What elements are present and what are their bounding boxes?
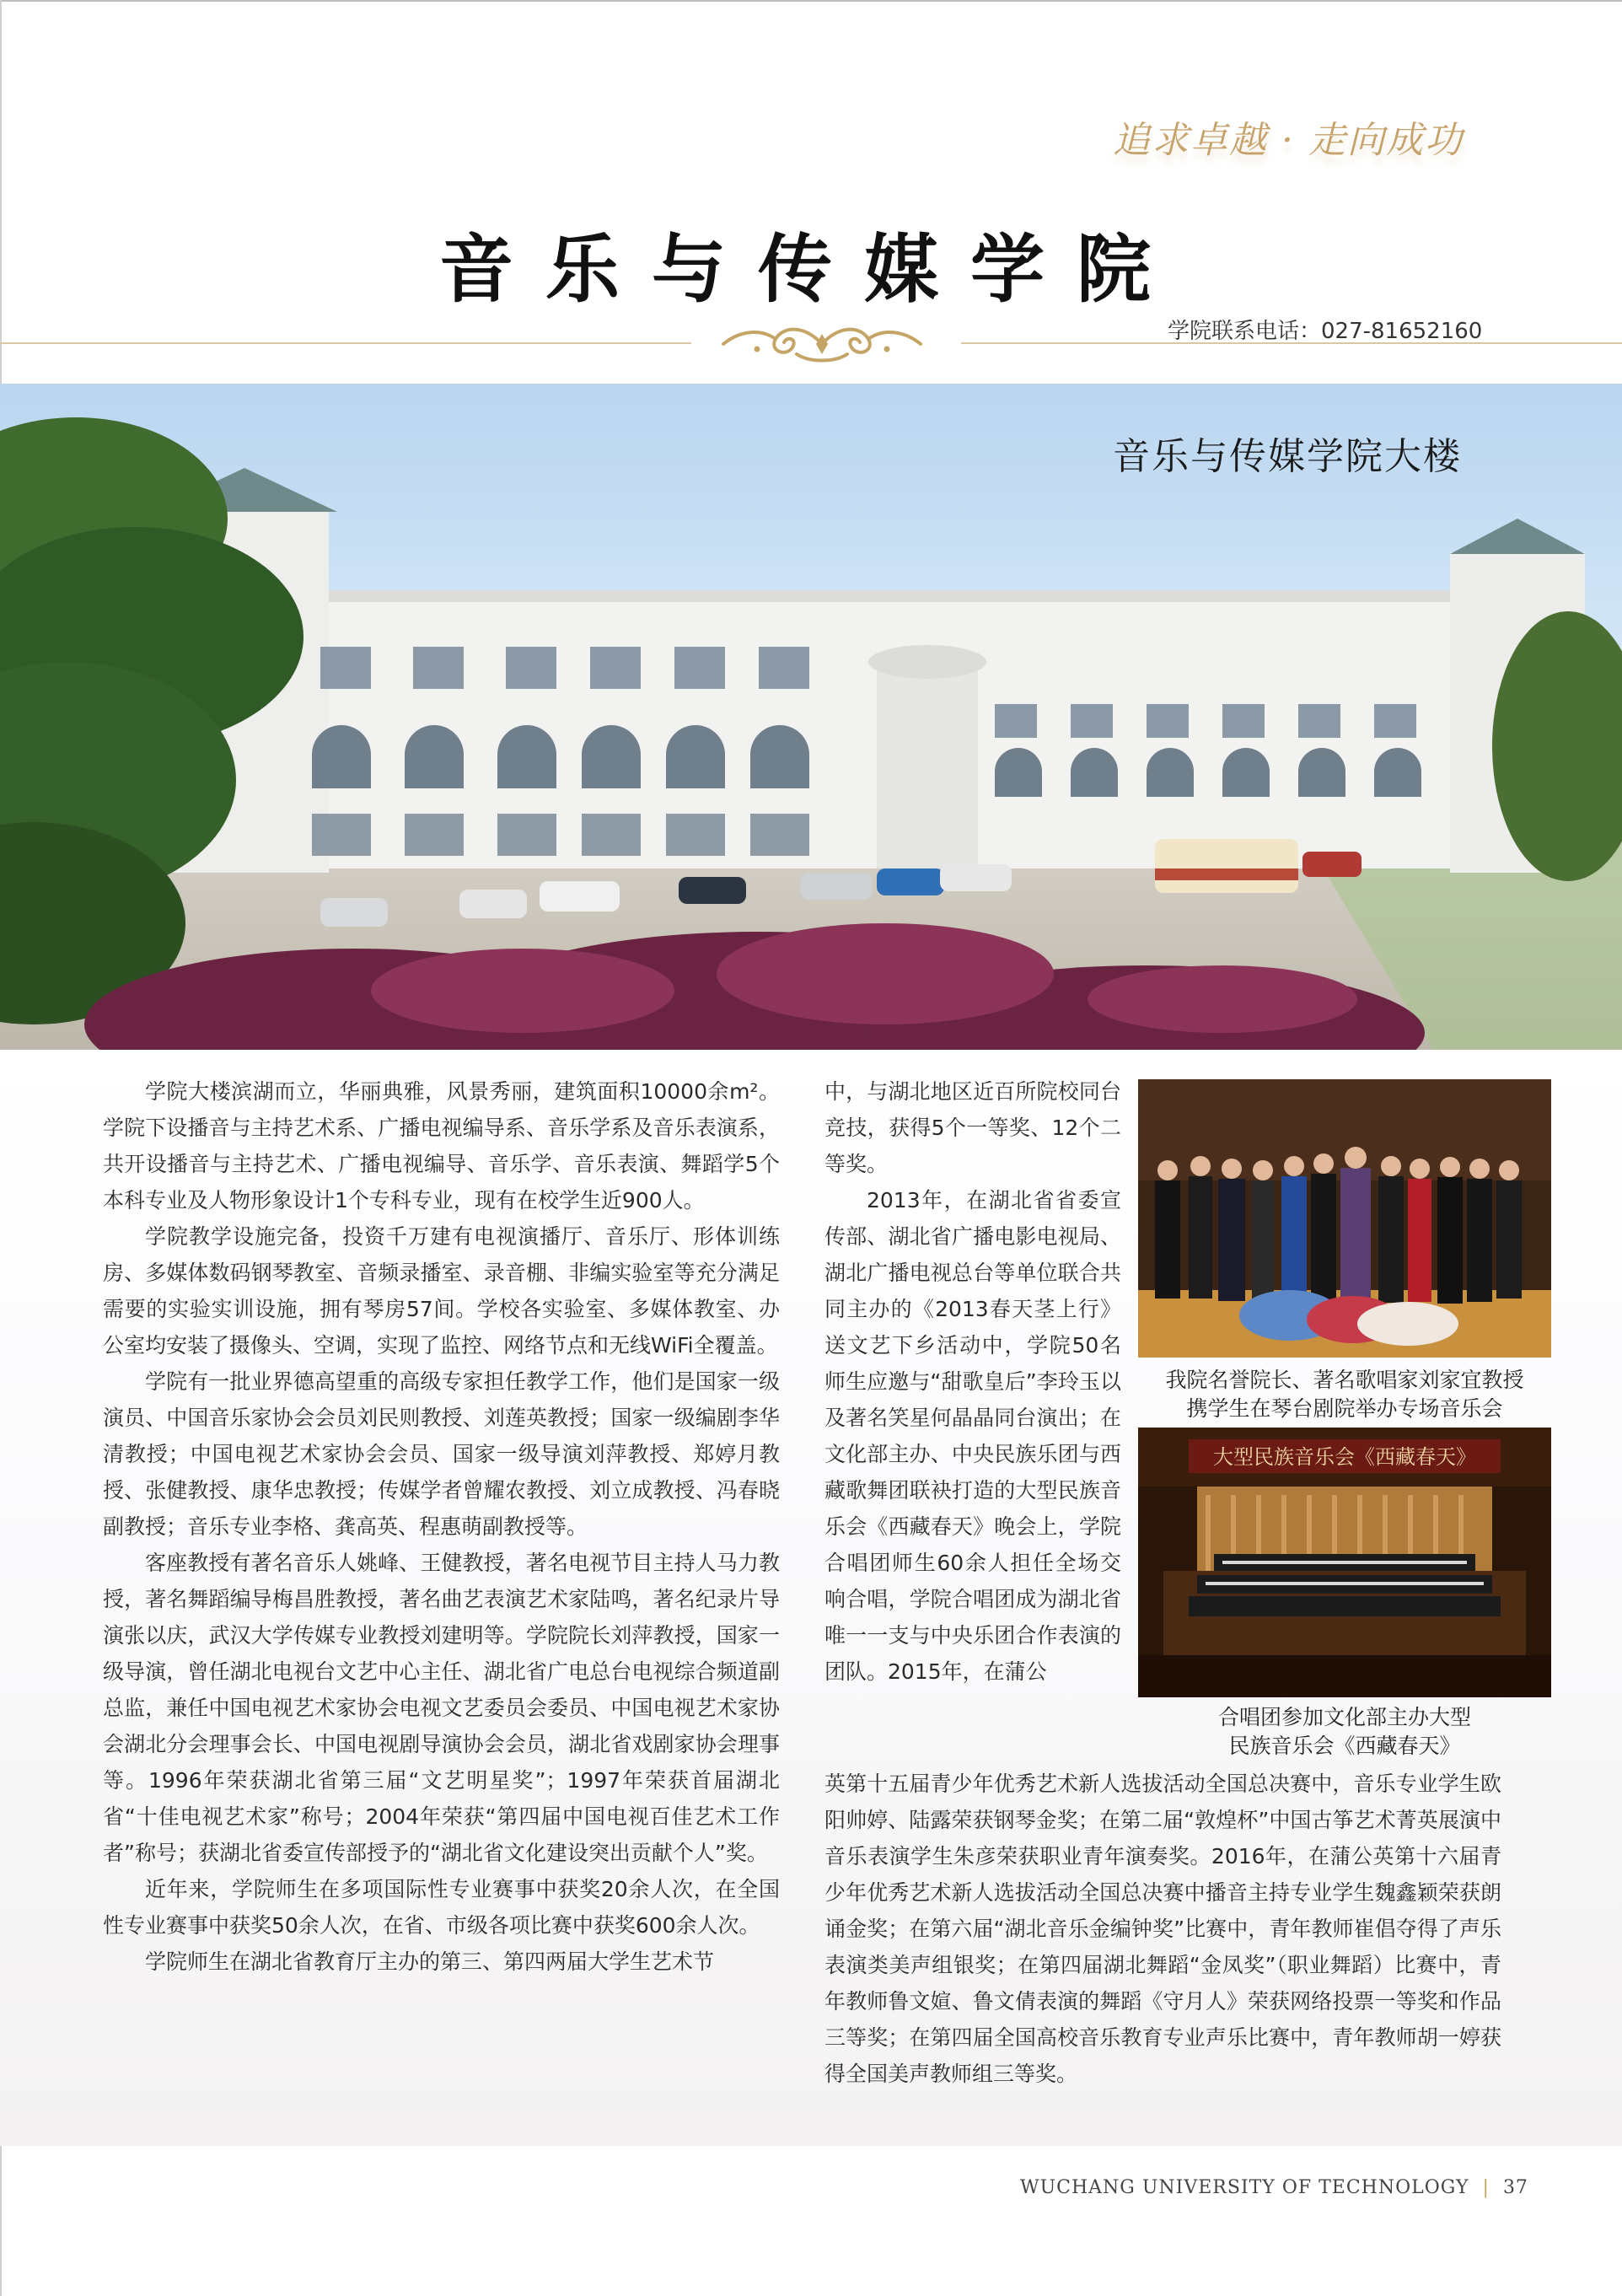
header-rule-left xyxy=(0,342,691,344)
page-title: 音乐与传媒学院 xyxy=(438,226,1183,313)
page-number: 37 xyxy=(1502,2177,1528,2198)
building-photo xyxy=(0,384,1622,1050)
choir-photo xyxy=(1138,1428,1551,1697)
concert-photo xyxy=(1138,1079,1551,1358)
page-footer xyxy=(1020,2177,1528,2198)
article-mid-column xyxy=(824,1073,1121,1690)
paragraph: 学院教学设施完备，投资千万建有电视演播厅、音乐厅、形体训练房、多媒体数码钢琴教室、音频录播室、录音棚、非编实验室等充分满足需要的实验实训设施，拥有琴房57间。学校各实验室、多媒体教室、办公室均安装了摄像头、空调，实现了监控、网络节点和无线WiFi全覆盖。 xyxy=(103,1224,780,1358)
paragraph: 客座教授有著名音乐人姚峰、王健教授，著名电视节目主持人马力教授，著名舞蹈编导梅昌胜教授，著名曲艺表演艺术家陆鸣，著名纪录片导演张以庆，武汉大学传媒专业教授刘建明等。学院院长刘萍教授，国家一级导演，曾任湖北电视台文艺中心主任、湖北省广电总台电视综合频道副总监，兼任中国电视艺术家协会电视文艺委员会委员、中国电视艺术家协会湖北分会理事会长、中国电视剧导演协会会员，湖北省戏剧家协会理事等。1996年荣获湖北省第三届“文艺明星奖”；1997年荣获首届湖北省“十佳电视艺术家”称号；2004年荣获“第四届中国电视百佳艺术工作者”称号；获湖北省委宣传部授予的“湖北省文化建设突出贡献个人”奖。 xyxy=(103,1551,780,1865)
article-wide-column xyxy=(824,1766,1501,2092)
paragraph: 学院大楼滨湖而立，华丽典雅，风景秀丽，建筑面积10000余m²。学院下设播音与主持艺术系、广播电视编导系、音乐学系及音乐表演系，共开设播音与主持艺术、广播电视编导、音乐学、音乐表演、舞蹈学5个本科专业及人物形象设计1个专科专业，现有在校学生近900人。 xyxy=(103,1079,780,1213)
paragraph: 学院师生在湖北省教育厅主办的第三、第四两届大学生艺术节 xyxy=(145,1949,715,1974)
choir-photo-caption xyxy=(1130,1703,1560,1761)
paragraph: 学院有一批业界德高望重的高级专家担任教学工作，他们是国家一级演员、中国音乐家协会会员刘民则教授、刘莲英教授；国家一级编剧李华清教授；中国电视艺术家协会会员、国家一级导演刘萍教授、郑婷月教授、张健教授、康华忠教授；传媒学者曾耀农教授、刘立成教授、冯春晓副教授；音乐专业李格、龚高英、程惠萌副教授等。 xyxy=(103,1369,780,1539)
caption-line: 携学生在琴台剧院举办专场音乐会 xyxy=(1186,1396,1503,1421)
paragraph: 2013年，在湖北省省委宣传部、湖北省广播电影电视局、湖北广播电视总台等单位联合共同主办的《2013春天茎上行》送文艺下乡活动中，学院50名师生应邀与“甜歌皇后”李玲玉以及著名笑星何晶晶同台演出；在文化部主办、中央民族乐团与西藏歌舞团联袂打造的大型民族音乐会《西藏春天》晚会上，学院合唱团师生60余人担任全场交响合唱，学院合唱团成为湖北省唯一一支与中央乐团合作表演的团队。2015年，在蒲公 xyxy=(824,1188,1121,1684)
contact-phone: 学院联系电话：027-81652160 xyxy=(1168,319,1483,344)
article-left-column xyxy=(103,1073,780,1980)
concert-photo-caption xyxy=(1130,1366,1560,1423)
slogan: 追求卓越 · 走向成功 xyxy=(1113,119,1464,162)
banner-caption: 音乐与传媒学院大楼 xyxy=(1113,435,1462,478)
paragraph-continuation: 英第十五届青少年优秀艺术新人选拔活动全国总决赛中，音乐专业学生欧阳帅婷、陆露荣获钢琴金奖；在第二届“敦煌杯”中国古筝艺术菁英展演中音乐表演学生朱彦荣获职业青年演奏奖。2016年，在蒲公英第十六届青少年优秀艺术新人选拔活动全国总决赛中播音主持专业学生魏鑫颖荣获朗诵金奖；在第六届“湖北音乐金编钟奖”比赛中，青年教师崔倡夺得了声乐表演类美声组银奖；在第四届湖北舞蹈“金凤奖”（职业舞蹈）比赛中，青年教师鲁文媗、鲁文倩表演的舞蹈《守月人》荣获网络投票一等奖和作品三等奖；在第四届全国高校音乐教育专业声乐比赛中，青年教师胡一婷获得全国美声教师组三等奖。 xyxy=(824,1772,1501,2086)
paragraph: 近年来，学院师生在多项国际性专业赛事中获奖20余人次，在全国性专业赛事中获奖50余人次，在省、市级各项比赛中获奖600余人次。 xyxy=(103,1877,780,1938)
footer-separator: | xyxy=(1482,2177,1490,2198)
page-border-top xyxy=(0,0,1622,2)
scroll-ornament-icon xyxy=(717,319,927,369)
caption-line: 合唱团参加文化部主办大型 xyxy=(1217,1705,1471,1729)
paragraph-continuation: 中，与湖北地区近百所院校同台竞技，获得5个一等奖、12个二等奖。 xyxy=(824,1079,1121,1176)
stage-banner-text: 大型民族音乐会《西藏春天》 xyxy=(1213,1445,1476,1469)
caption-line: 我院名誉院长、著名歌唱家刘家宜教授 xyxy=(1165,1368,1524,1392)
footer-institution: WUCHANG UNIVERSITY OF TECHNOLOGY xyxy=(1020,2177,1469,2198)
caption-line: 民族音乐会《西藏春天》 xyxy=(1228,1734,1461,1758)
